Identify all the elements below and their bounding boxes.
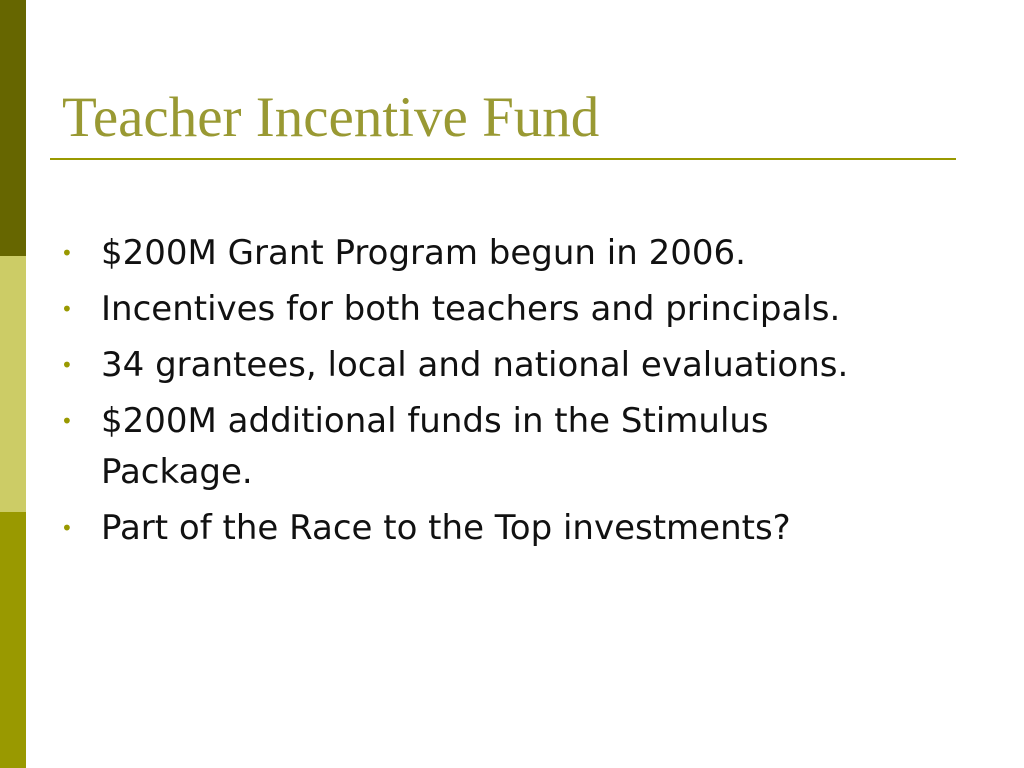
bullet-marker: •	[61, 241, 73, 265]
bullet-marker: •	[61, 297, 73, 321]
bullet-text: Incentives for both teachers and principals.	[101, 289, 841, 329]
bullet-item	[0, 228, 921, 279]
bullet-item	[0, 340, 921, 391]
side-bar-top-segment	[0, 0, 26, 256]
bullet-text: Part of the Race to the Top investments?	[101, 508, 791, 548]
slide-title: Teacher Incentive Fund	[62, 86, 600, 149]
bullet-text: 34 grantees, local and national evaluations.	[101, 345, 849, 385]
bullet-item	[0, 284, 921, 335]
bullet-list	[0, 228, 921, 559]
title-underline	[50, 158, 956, 160]
bullet-text: $200M additional funds in the Stimulus Package.	[101, 401, 769, 492]
bullet-item	[0, 396, 921, 498]
bullet-text: $200M Grant Program begun in 2006.	[101, 233, 746, 273]
bullet-marker: •	[61, 516, 73, 540]
bullet-marker: •	[61, 353, 73, 377]
bullet-marker: •	[61, 409, 73, 433]
bullet-item	[0, 503, 921, 554]
